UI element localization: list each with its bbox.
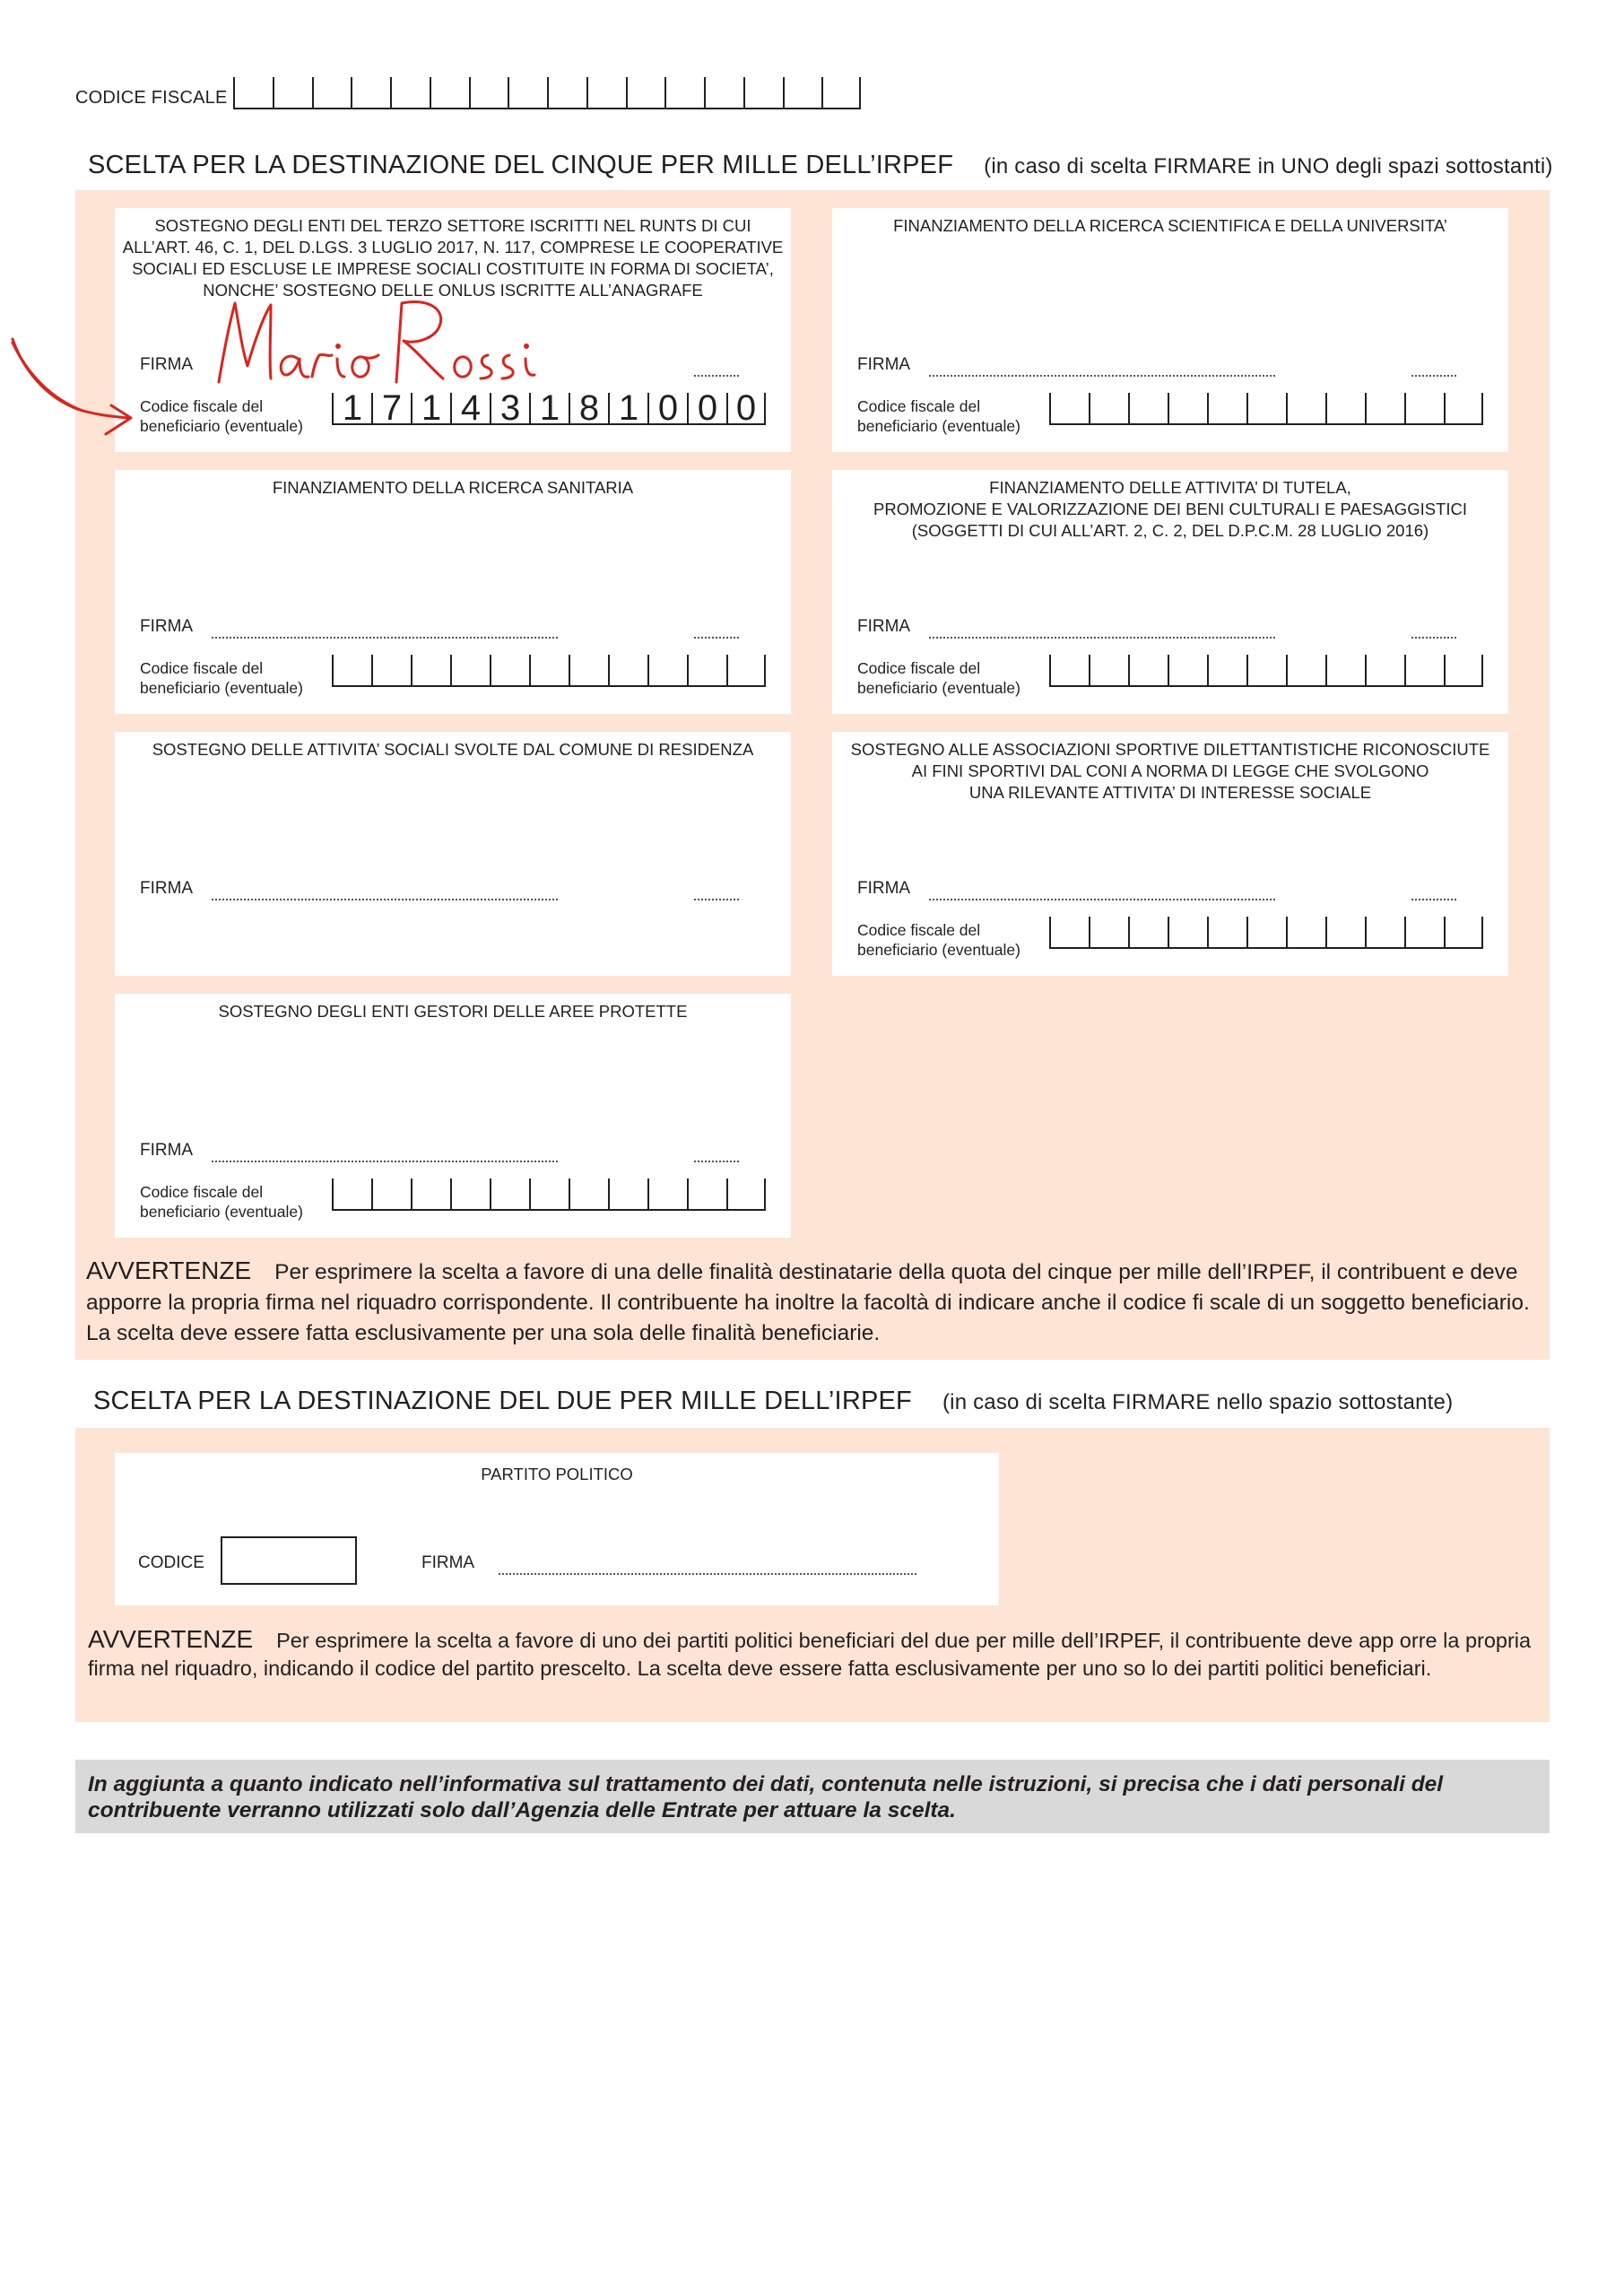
cf-digit-cell[interactable] (1089, 655, 1128, 685)
cf-digit-cell[interactable] (411, 388, 450, 428)
cf-digit-cell[interactable] (1404, 917, 1444, 947)
cf-digit-cell[interactable] (332, 1178, 371, 1209)
due-avvertenze (88, 1625, 1539, 1683)
cinque-box-6 (832, 732, 1508, 976)
cf-digit-cell[interactable] (743, 77, 783, 108)
firma-line-partito[interactable] (499, 1573, 916, 1575)
cf-digit-cell[interactable] (371, 388, 411, 428)
cf-digit-cell[interactable] (1286, 655, 1325, 685)
cf-digit-cell[interactable] (1246, 917, 1286, 947)
cf-digit-cell[interactable] (450, 1178, 490, 1209)
codice-partito-input[interactable] (221, 1536, 357, 1585)
cf-digit: 3 (499, 388, 521, 428)
firma-label: FIRMA (140, 355, 194, 374)
cinque-box-title: SOSTEGNO ALLE ASSOCIAZIONI SPORTIVE DILETTANTISTICHE RICONOSCIUTE AI FINI SPORTIVI DAL CONI A NORMA DI LEGGE CHE SVOLGONO UNA RILEVANTE ATTIVITA’ DI INTERESSE SOCIALE (850, 740, 1490, 802)
cinque-box-title: FINANZIAMENTO DELLA RICERCA SANITARIA (272, 478, 634, 497)
firma-label: FIRMA (421, 1553, 475, 1572)
cf-beneficiario-input[interactable] (332, 1178, 766, 1211)
cf-digit-cell[interactable] (529, 388, 569, 428)
cf-digit-cell[interactable] (569, 1178, 608, 1209)
cf-digit-cell[interactable] (1168, 393, 1207, 423)
cf-digit-cell[interactable] (647, 388, 687, 428)
cf-digit-cell[interactable] (411, 1178, 450, 1209)
avvertenze-heading: AVVERTENZE (88, 1625, 254, 1653)
cf-digit-cell[interactable] (490, 388, 529, 428)
cf-digit: 7 (381, 388, 403, 428)
cf-digit-cell[interactable] (647, 1178, 687, 1209)
cf-digit-cell[interactable] (529, 1178, 569, 1209)
firma-label: FIRMA (140, 1141, 194, 1160)
cinque-per-mille-note: (in caso di scelta FIRMARE in UNO degli spazi sottostanti) (984, 154, 1553, 178)
firma-line[interactable] (212, 899, 558, 900)
cf-digit-cell[interactable] (1246, 655, 1286, 685)
cf-digit-cell[interactable] (687, 655, 726, 685)
cinque-box-5 (115, 732, 791, 976)
cf-digit-cell[interactable] (1089, 917, 1128, 947)
cf-digit-cell[interactable] (529, 655, 569, 685)
cf-digit-cell[interactable] (332, 655, 371, 685)
cf-beneficiario-label: Codice fiscale del beneficiario (eventuale) (140, 659, 303, 697)
cinque-box-title: SOSTEGNO DEGLI ENTI DEL TERZO SETTORE ISCRITTI NEL RUNTS DI CUI ALL’ART. 46, C. 1, DEL D.LGS. 3 LUGLIO 2017, N. 117, COMPRESE LE COOPERATIVE SOCIALI ED ESCLUSE LE IMPRESE SOCIALI COSTITUITE IN FORMA DI SOCIETA’, NONCHE’ SOSTEGNO DELLE ONLUS ISCRITTE ALL’ANAGRAFE (122, 216, 784, 300)
cf-digit-cell[interactable] (508, 77, 547, 108)
firma-line-end[interactable] (1411, 899, 1456, 900)
firma-label: FIRMA (857, 617, 911, 636)
cf-digit-cell[interactable] (1325, 917, 1365, 947)
firma-line[interactable] (212, 1161, 558, 1162)
cf-digit: 4 (460, 388, 482, 428)
cf-digit-cell[interactable] (1286, 393, 1325, 423)
cinque-box-title: SOSTEGNO DELLE ATTIVITA’ SOCIALI SVOLTE DAL COMUNE DI RESIDENZA (152, 740, 754, 759)
cf-digit: 8 (578, 388, 600, 428)
cf-digit-cell[interactable] (233, 77, 273, 108)
cf-digit-cell[interactable] (1049, 917, 1089, 947)
cf-digit-cell[interactable] (390, 77, 430, 108)
cinque-box-2 (832, 208, 1508, 452)
firma-line-end[interactable] (694, 375, 739, 377)
cf-digit-cell[interactable] (687, 388, 726, 428)
firma-line-end[interactable] (1411, 375, 1456, 377)
cf-digit-cell[interactable] (647, 655, 687, 685)
cf-digit: 1 (618, 388, 639, 428)
cf-digit-cell[interactable] (1444, 393, 1483, 423)
cf-digit-cell[interactable] (608, 388, 647, 428)
cf-digit-cell[interactable] (547, 77, 586, 108)
cf-digit-cell[interactable] (1444, 655, 1483, 685)
cf-digit-cell[interactable] (626, 77, 665, 108)
cf-digit-cell[interactable] (351, 77, 390, 108)
cf-digit-cell[interactable] (332, 388, 371, 428)
cf-digit-cell[interactable] (1325, 655, 1365, 685)
cf-digit-cell[interactable] (569, 655, 608, 685)
cf-digit-cell[interactable] (1207, 655, 1246, 685)
cf-digit-cell[interactable] (821, 77, 861, 108)
codice-fiscale-input[interactable] (233, 77, 861, 109)
cf-digit-cell[interactable] (1246, 393, 1286, 423)
cf-digit-cell[interactable] (1128, 917, 1168, 947)
cf-digit-cell[interactable] (1286, 917, 1325, 947)
cinque-box-title: FINANZIAMENTO DELLE ATTIVITA’ DI TUTELA, PROMOZIONE E VALORIZZAZIONE DEI BENI CULTURALI E PAESAGGISTICI (SOGGETTI DI CUI ALL’ART. 2, C. 2, DEL D.P.C.M. 28 LUGLIO 2016) (873, 478, 1467, 540)
cf-beneficiario-input[interactable] (1049, 917, 1483, 949)
cf-digit-cell[interactable] (450, 655, 490, 685)
partito-politico-box (115, 1453, 999, 1605)
cf-digit: 0 (697, 388, 718, 428)
avvertenze-text: Per esprimere la scelta a favore di una delle finalità destinatarie della quota del cinque per mille dell’IRPEF, il contribuent e deve apporre la propria firma nel riquadro corrispondente. Il contribuente ha inoltre la facoltà di indicare anche il codice fi scale di un soggetto beneficiario. La scelta deve essere fatta esclusivamente per una sola delle finalità beneficiarie. (86, 1260, 1530, 1345)
cf-digit-cell[interactable] (1207, 393, 1246, 423)
cinque-box-title: FINANZIAMENTO DELLA RICERCA SCIENTIFICA E DELLA UNIVERSITA’ (893, 216, 1447, 235)
cf-digit-cell[interactable] (273, 77, 312, 108)
cf-digit-cell[interactable] (687, 1178, 726, 1209)
cf-digit-cell[interactable] (726, 388, 766, 428)
cf-digit-cell[interactable] (490, 1178, 529, 1209)
cinque-box-title: SOSTEGNO DEGLI ENTI GESTORI DELLE AREE PROTETTE (218, 1002, 688, 1021)
cf-digit: 0 (657, 388, 679, 428)
cf-digit: 1 (421, 388, 442, 428)
cf-digit-cell[interactable] (1404, 393, 1444, 423)
codice-label: CODICE (138, 1553, 204, 1572)
firma-line-end[interactable] (694, 1161, 739, 1162)
due-per-mille-title: SCELTA PER LA DESTINAZIONE DEL DUE PER MILLE DELL’IRPEF (in caso di scelta FIRMARE nello spazio sottostante) (93, 1387, 1454, 1415)
cf-digit: 1 (539, 388, 560, 428)
cf-digit: 1 (342, 388, 363, 428)
cf-beneficiario-label: Codice fiscale del beneficiario (eventuale) (857, 397, 1020, 435)
cf-digit-cell[interactable] (586, 77, 626, 108)
cf-digit-cell[interactable] (1365, 655, 1404, 685)
cf-digit-cell[interactable] (1168, 917, 1207, 947)
cf-digit-cell[interactable] (783, 77, 822, 108)
cf-digit: 0 (735, 388, 757, 428)
cf-digit-cell[interactable] (1444, 917, 1483, 947)
cf-digit-cell[interactable] (1049, 655, 1089, 685)
cf-digit-cell[interactable] (1049, 393, 1089, 423)
cf-digit-cell[interactable] (1325, 393, 1365, 423)
firma-label: FIRMA (857, 879, 911, 898)
cf-digit-cell[interactable] (664, 77, 704, 108)
cf-digit-cell[interactable] (726, 1178, 766, 1209)
cf-digit-cell[interactable] (430, 77, 469, 108)
firma-line-end[interactable] (694, 899, 739, 900)
cf-digit-cell[interactable] (1128, 655, 1168, 685)
firma-label: FIRMA (140, 879, 194, 898)
signature-mario-rossi (212, 296, 552, 395)
cf-digit-cell[interactable] (490, 655, 529, 685)
cf-digit-cell[interactable] (608, 655, 647, 685)
cf-digit-cell[interactable] (1404, 655, 1444, 685)
firma-line[interactable] (929, 375, 1275, 377)
cf-digit-cell[interactable] (411, 655, 450, 685)
cf-beneficiario-label: Codice fiscale del beneficiario (eventuale) (857, 921, 1020, 959)
red-arrow-icon (5, 334, 136, 441)
cinque-per-mille-title: SCELTA PER LA DESTINAZIONE DEL CINQUE PER MILLE DELL’IRPEF (in caso di scelta FIRMARE in UNO degli spazi sottostanti) (88, 151, 1553, 179)
firma-line[interactable] (929, 637, 1275, 639)
due-per-mille-note: (in caso di scelta FIRMARE nello spazio sottostante) (942, 1390, 1454, 1414)
cf-digit-cell[interactable] (704, 77, 743, 108)
cf-digit-cell[interactable] (371, 655, 411, 685)
cf-digit-cell[interactable] (569, 388, 608, 428)
firma-line[interactable] (212, 637, 558, 639)
cf-digit-cell[interactable] (1128, 393, 1168, 423)
codice-fiscale-label: CODICE FISCALE (75, 88, 228, 108)
cf-beneficiario-label: Codice fiscale del beneficiario (eventuale) (140, 397, 303, 435)
cf-beneficiario-input[interactable] (332, 388, 766, 428)
cf-beneficiario-label: Codice fiscale del beneficiario (eventuale) (857, 659, 1020, 697)
cinque-box-3 (115, 470, 791, 714)
avvertenze-heading: AVVERTENZE (86, 1257, 252, 1284)
firma-line[interactable] (929, 899, 1275, 900)
firma-label: FIRMA (857, 355, 911, 374)
cf-digit-cell[interactable] (1365, 393, 1404, 423)
firma-line-end[interactable] (694, 637, 739, 639)
cf-digit-cell[interactable] (1365, 917, 1404, 947)
privacy-note: In aggiunta a quanto indicato nell’informativa sul trattamento dei dati, contenuta nelle istruzioni, si precisa che i dati personali del contribuente verranno utilizzati solo dall’Agenzia delle Entrate per attuare la scelta. (75, 1760, 1550, 1833)
firma-line-end[interactable] (1411, 637, 1456, 639)
cf-digit-cell[interactable] (312, 77, 352, 108)
cf-digit-cell[interactable] (1168, 655, 1207, 685)
cf-beneficiario-input[interactable] (332, 655, 766, 687)
cinque-avvertenze (86, 1256, 1539, 1349)
cf-digit-cell[interactable] (1207, 917, 1246, 947)
avvertenze-text: Per esprimere la scelta a favore di uno dei partiti politici beneficiari del due per mille dell’IRPEF, il contribuente deve app orre la propria firma nel riquadro, indicando il codice del partito prescelto. La scelta deve essere fatta esclusivamente per uno so lo dei partiti politici beneficiari. (88, 1629, 1532, 1680)
cf-digit-cell[interactable] (608, 1178, 647, 1209)
cinque-box-4 (832, 470, 1508, 714)
cf-digit-cell[interactable] (450, 388, 490, 428)
cf-beneficiario-label: Codice fiscale del beneficiario (eventuale) (140, 1183, 303, 1221)
cf-digit-cell[interactable] (1089, 393, 1128, 423)
cf-digit-cell[interactable] (371, 1178, 411, 1209)
cinque-box-7 (115, 994, 791, 1238)
cf-beneficiario-input[interactable] (1049, 393, 1483, 425)
cf-digit-cell[interactable] (726, 655, 766, 685)
cf-digit-cell[interactable] (469, 77, 508, 108)
firma-label: FIRMA (140, 617, 194, 636)
cf-beneficiario-input[interactable] (1049, 655, 1483, 687)
partito-politico-title: PARTITO POLITICO (481, 1465, 633, 1483)
